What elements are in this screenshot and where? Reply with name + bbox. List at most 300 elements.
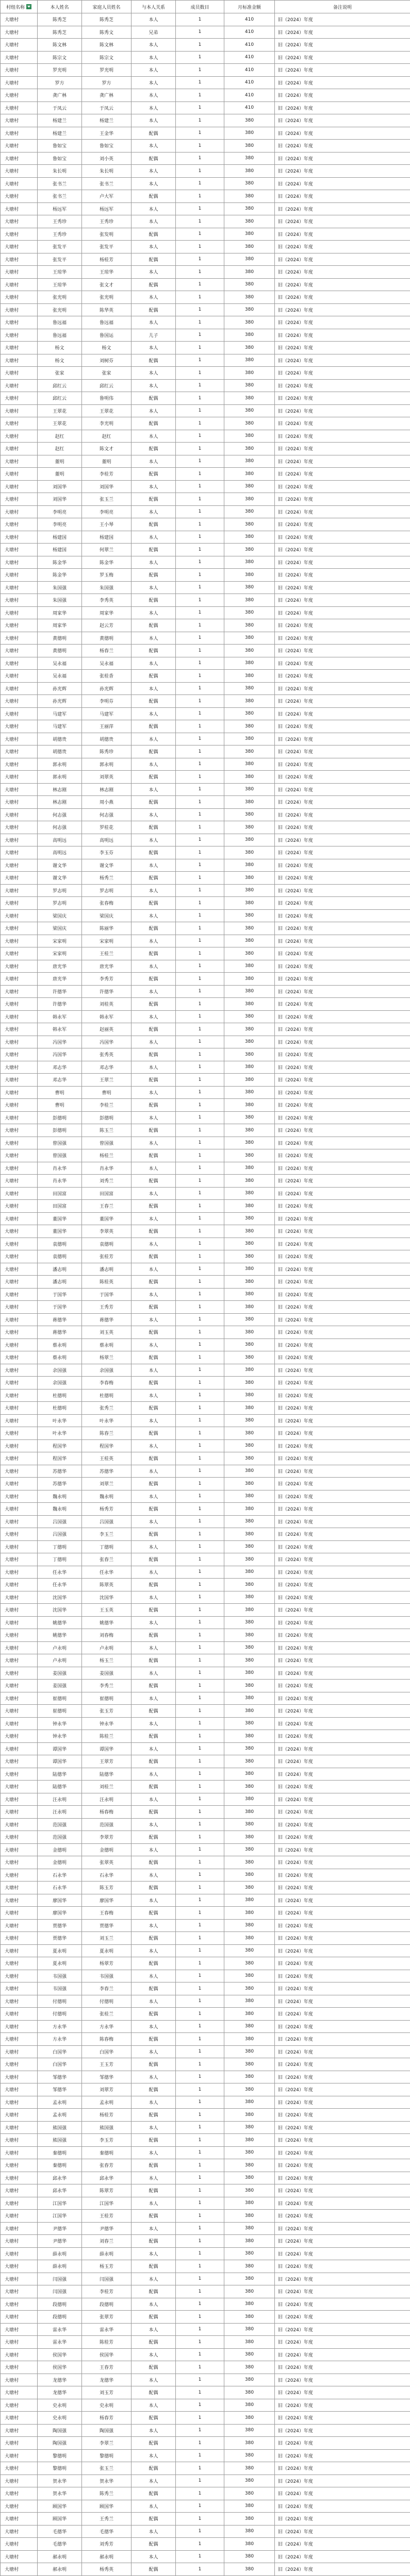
table-row bbox=[1, 379, 410, 392]
village-cell: 大塘村 bbox=[1, 114, 38, 127]
village-cell: 大塘村 bbox=[1, 480, 38, 493]
village-cell: 大塘村 bbox=[1, 531, 38, 544]
member-cell: 孙光辉 bbox=[82, 682, 132, 695]
member-cell: 杜德明 bbox=[82, 1389, 132, 1402]
month-cell: 380 bbox=[224, 1604, 275, 1617]
relation-cell: 兄弟 bbox=[132, 26, 176, 39]
month-cell: 410 bbox=[224, 51, 275, 64]
relation-cell: 配偶 bbox=[132, 1023, 176, 1036]
relation-cell: 本人 bbox=[132, 1894, 176, 1907]
month-cell: 380 bbox=[224, 1414, 275, 1427]
village-cell: 大塘村 bbox=[1, 278, 38, 291]
remark-cell: 旧（2024）年度 bbox=[275, 2348, 410, 2361]
relation-cell: 配偶 bbox=[132, 1957, 176, 1970]
table-row bbox=[1, 1957, 410, 1970]
table-row bbox=[1, 531, 410, 544]
table-row bbox=[1, 1781, 410, 1793]
member-cell: 魏永明 bbox=[82, 1490, 132, 1503]
village-cell: 大塘村 bbox=[1, 657, 38, 670]
remark-cell: 旧（2024）年度 bbox=[275, 1099, 410, 1112]
remark-cell: 旧（2024）年度 bbox=[275, 127, 410, 140]
relation-cell: 配偶 bbox=[132, 518, 176, 531]
member-cell: 唐光华 bbox=[82, 960, 132, 973]
remark-cell: 旧（2024）年度 bbox=[275, 544, 410, 556]
count-cell: 1 bbox=[176, 291, 224, 304]
village-cell: 大塘村 bbox=[1, 2033, 38, 2046]
member-cell: 杨秀英 bbox=[82, 2563, 132, 2576]
relation-cell: 本人 bbox=[132, 859, 176, 872]
remark-cell: 旧（2024）年度 bbox=[275, 1478, 410, 1490]
table-body bbox=[1, 13, 410, 2576]
month-cell: 380 bbox=[224, 745, 275, 758]
village-cell: 大塘村 bbox=[1, 695, 38, 708]
month-cell: 380 bbox=[224, 152, 275, 165]
month-cell: 380 bbox=[224, 808, 275, 821]
member-cell: 梁国庆 bbox=[82, 909, 132, 922]
relation-cell: 本人 bbox=[132, 1515, 176, 1528]
count-cell: 1 bbox=[176, 707, 224, 720]
remark-cell: 旧（2024）年度 bbox=[275, 720, 410, 733]
month-cell: 380 bbox=[224, 2298, 275, 2311]
table-row bbox=[1, 1452, 410, 1465]
member-cell: 于凤云 bbox=[82, 101, 132, 114]
owner-cell: 王秀珍 bbox=[38, 228, 82, 241]
table-row bbox=[1, 1389, 410, 1402]
relation-cell: 本人 bbox=[132, 531, 176, 544]
month-cell: 380 bbox=[224, 342, 275, 354]
month-cell: 380 bbox=[224, 998, 275, 1011]
month-cell: 380 bbox=[224, 1023, 275, 1036]
month-cell: 380 bbox=[224, 1149, 275, 1162]
village-cell: 大塘村 bbox=[1, 1641, 38, 1654]
month-cell: 380 bbox=[224, 2134, 275, 2147]
relation-cell: 配偶 bbox=[132, 1982, 176, 1995]
member-cell: 胡德贵 bbox=[82, 733, 132, 745]
count-cell: 1 bbox=[176, 1414, 224, 1427]
owner-cell: 尹德华 bbox=[38, 2235, 82, 2248]
member-cell: 黄德明 bbox=[82, 632, 132, 645]
table-row bbox=[1, 1187, 410, 1200]
count-cell: 1 bbox=[176, 354, 224, 367]
member-cell: 沈国华 bbox=[82, 1591, 132, 1604]
relation-cell: 配偶 bbox=[132, 973, 176, 986]
remark-cell: 旧（2024）年度 bbox=[275, 26, 410, 39]
table-row bbox=[1, 329, 410, 342]
remark-cell: 旧（2024）年度 bbox=[275, 1427, 410, 1440]
month-cell: 380 bbox=[224, 443, 275, 455]
remark-cell: 旧（2024）年度 bbox=[275, 1869, 410, 1882]
table-row bbox=[1, 1856, 410, 1869]
count-cell: 1 bbox=[176, 834, 224, 846]
owner-cell: 高明远 bbox=[38, 834, 82, 846]
month-cell: 380 bbox=[224, 2020, 275, 2033]
owner-cell: 雷永华 bbox=[38, 2323, 82, 2336]
count-cell: 1 bbox=[176, 1982, 224, 1995]
remark-cell: 旧（2024）年度 bbox=[275, 2222, 410, 2235]
count-cell: 1 bbox=[176, 1478, 224, 1490]
month-cell: 380 bbox=[224, 1553, 275, 1566]
owner-cell: 许德华 bbox=[38, 985, 82, 998]
remark-cell: 旧（2024）年度 bbox=[275, 2311, 410, 2324]
owner-cell: 林志刚 bbox=[38, 783, 82, 796]
village-cell: 大塘村 bbox=[1, 379, 38, 392]
count-cell: 1 bbox=[176, 1742, 224, 1755]
count-cell: 1 bbox=[176, 26, 224, 39]
member-cell: 陈宗文 bbox=[82, 51, 132, 64]
relation-cell: 本人 bbox=[132, 2525, 176, 2538]
owner-cell: 叶永华 bbox=[38, 1414, 82, 1427]
village-cell: 大塘村 bbox=[1, 1503, 38, 1516]
village-cell: 大塘村 bbox=[1, 2348, 38, 2361]
owner-cell: 段德明 bbox=[38, 2298, 82, 2311]
table-row bbox=[1, 581, 410, 594]
remark-cell: 旧（2024）年度 bbox=[275, 1023, 410, 1036]
village-cell: 大塘村 bbox=[1, 1313, 38, 1326]
table-row bbox=[1, 1503, 410, 1516]
owner-cell: 刘国华 bbox=[38, 480, 82, 493]
count-cell: 1 bbox=[176, 1263, 224, 1276]
remark-cell: 旧（2024）年度 bbox=[275, 1503, 410, 1516]
village-cell: 大塘村 bbox=[1, 190, 38, 203]
village-cell: 大塘村 bbox=[1, 1995, 38, 2008]
table-row bbox=[1, 733, 410, 745]
table-row bbox=[1, 1768, 410, 1781]
owner-cell: 熊国强 bbox=[38, 2134, 82, 2147]
table-row bbox=[1, 1515, 410, 1528]
table-row bbox=[1, 2374, 410, 2386]
count-cell: 1 bbox=[176, 2449, 224, 2462]
owner-cell: 史永明 bbox=[38, 2412, 82, 2425]
village-cell: 大塘村 bbox=[1, 581, 38, 594]
remark-cell: 旧（2024）年度 bbox=[275, 619, 410, 632]
count-cell: 1 bbox=[176, 2071, 224, 2083]
village-cell: 大塘村 bbox=[1, 2159, 38, 2172]
member-cell: 张家 bbox=[82, 367, 132, 380]
owner-cell: 曾国强 bbox=[38, 1137, 82, 1149]
relation-cell: 配偶 bbox=[132, 2361, 176, 2374]
relation-cell: 本人 bbox=[132, 1187, 176, 1200]
table-row bbox=[1, 1806, 410, 1819]
member-cell: 邱红云 bbox=[82, 379, 132, 392]
count-cell: 1 bbox=[176, 1250, 224, 1263]
village-cell: 大塘村 bbox=[1, 1326, 38, 1339]
remark-cell: 旧（2024）年度 bbox=[275, 2412, 410, 2425]
remark-cell: 旧（2024）年度 bbox=[275, 1036, 410, 1048]
month-cell: 380 bbox=[224, 682, 275, 695]
member-cell: 刘翠芳 bbox=[82, 2083, 132, 2096]
month-cell: 380 bbox=[224, 1528, 275, 1541]
remark-cell: 旧（2024）年度 bbox=[275, 1326, 410, 1339]
village-cell: 大塘村 bbox=[1, 2550, 38, 2563]
member-cell: 王桂芳 bbox=[82, 2210, 132, 2223]
remark-cell: 旧（2024）年度 bbox=[275, 2437, 410, 2450]
table-row bbox=[1, 1553, 410, 1566]
table-row bbox=[1, 1023, 410, 1036]
table-row bbox=[1, 2210, 410, 2223]
remark-cell: 旧（2024）年度 bbox=[275, 1970, 410, 1982]
month-cell: 410 bbox=[224, 64, 275, 77]
remark-cell: 旧（2024）年度 bbox=[275, 1439, 410, 1452]
count-cell: 1 bbox=[176, 1818, 224, 1831]
month-cell: 380 bbox=[224, 253, 275, 266]
month-cell: 380 bbox=[224, 2146, 275, 2159]
member-cell: 李玉芳 bbox=[82, 2134, 132, 2147]
member-cell: 刘桂兰 bbox=[82, 1781, 132, 1793]
owner-cell: 鲁远福 bbox=[38, 316, 82, 329]
relation-cell: 配偶 bbox=[132, 1680, 176, 1692]
owner-cell: 苏德华 bbox=[38, 1465, 82, 1478]
relation-cell: 配偶 bbox=[132, 1755, 176, 1768]
count-cell: 1 bbox=[176, 1351, 224, 1364]
month-cell: 380 bbox=[224, 2538, 275, 2551]
owner-cell: 石永华 bbox=[38, 1882, 82, 1894]
table-row bbox=[1, 707, 410, 720]
count-cell: 1 bbox=[176, 2020, 224, 2033]
village-cell: 大塘村 bbox=[1, 1768, 38, 1781]
count-cell: 1 bbox=[176, 1806, 224, 1819]
table-row bbox=[1, 657, 410, 670]
count-cell: 1 bbox=[176, 821, 224, 834]
relation-cell: 配偶 bbox=[132, 228, 176, 241]
count-cell: 1 bbox=[176, 2412, 224, 2425]
owner-cell: 杨建兰 bbox=[38, 127, 82, 140]
month-cell: 380 bbox=[224, 2121, 275, 2134]
relation-cell: 本人 bbox=[132, 1995, 176, 2008]
month-cell: 380 bbox=[224, 1364, 275, 1377]
table-row bbox=[1, 2323, 410, 2336]
header-village[interactable] bbox=[1, 1, 38, 13]
relation-cell: 本人 bbox=[132, 2096, 176, 2109]
table-row bbox=[1, 2550, 410, 2563]
count-cell: 1 bbox=[176, 2033, 224, 2046]
remark-cell: 旧（2024）年度 bbox=[275, 834, 410, 846]
table-row bbox=[1, 202, 410, 215]
relation-cell: 本人 bbox=[132, 1490, 176, 1503]
count-cell: 1 bbox=[176, 215, 224, 228]
member-cell: 王桂英 bbox=[82, 1452, 132, 1465]
village-cell: 大塘村 bbox=[1, 51, 38, 64]
count-cell: 1 bbox=[176, 430, 224, 443]
count-cell: 1 bbox=[176, 493, 224, 506]
owner-cell: 董国华 bbox=[38, 1212, 82, 1225]
table-row bbox=[1, 140, 410, 152]
count-cell: 1 bbox=[176, 1200, 224, 1213]
month-cell: 380 bbox=[224, 2273, 275, 2285]
remark-cell: 旧（2024）年度 bbox=[275, 2449, 410, 2462]
owner-cell: 白国华 bbox=[38, 2058, 82, 2071]
relation-cell: 本人 bbox=[132, 51, 176, 64]
count-cell: 1 bbox=[176, 392, 224, 405]
table-row bbox=[1, 443, 410, 455]
count-cell: 1 bbox=[176, 468, 224, 481]
remark-cell: 旧（2024）年度 bbox=[275, 89, 410, 102]
count-cell: 1 bbox=[176, 1377, 224, 1389]
village-cell: 大塘村 bbox=[1, 1427, 38, 1440]
relation-cell: 本人 bbox=[132, 1465, 176, 1478]
remark-cell: 旧（2024）年度 bbox=[275, 2020, 410, 2033]
member-cell: 赵云芳 bbox=[82, 619, 132, 632]
table-row bbox=[1, 2563, 410, 2576]
count-cell: 1 bbox=[176, 1427, 224, 1440]
remark-cell: 旧（2024）年度 bbox=[275, 1263, 410, 1276]
village-cell: 大塘村 bbox=[1, 1162, 38, 1175]
count-cell: 1 bbox=[176, 1124, 224, 1137]
count-cell: 1 bbox=[176, 1616, 224, 1629]
member-cell: 龙德华 bbox=[82, 2374, 132, 2386]
month-cell: 380 bbox=[224, 1768, 275, 1781]
month-cell: 380 bbox=[224, 2247, 275, 2260]
owner-cell: 杜德明 bbox=[38, 1389, 82, 1402]
relation-cell: 本人 bbox=[132, 241, 176, 253]
month-cell: 380 bbox=[224, 1515, 275, 1528]
table-row bbox=[1, 241, 410, 253]
month-cell: 380 bbox=[224, 303, 275, 316]
relation-cell: 本人 bbox=[132, 1061, 176, 1074]
remark-cell: 旧（2024）年度 bbox=[275, 190, 410, 203]
remark-cell: 旧（2024）年度 bbox=[275, 2260, 410, 2273]
table-row bbox=[1, 367, 410, 380]
relation-cell: 配偶 bbox=[132, 695, 176, 708]
month-cell: 380 bbox=[224, 2172, 275, 2184]
village-cell: 大塘村 bbox=[1, 2184, 38, 2197]
owner-cell: 吴永福 bbox=[38, 670, 82, 683]
village-cell: 大塘村 bbox=[1, 1818, 38, 1831]
relation-cell: 本人 bbox=[132, 1692, 176, 1705]
owner-cell: 韦国强 bbox=[38, 1982, 82, 1995]
remark-cell: 旧（2024）年度 bbox=[275, 2083, 410, 2096]
month-cell: 380 bbox=[224, 606, 275, 619]
member-cell: 杨翠芳 bbox=[82, 1957, 132, 1970]
count-cell: 1 bbox=[176, 2399, 224, 2412]
table-row bbox=[1, 1894, 410, 1907]
member-cell: 罗光明 bbox=[82, 64, 132, 77]
member-cell: 陈玉芳 bbox=[82, 1882, 132, 1894]
count-cell: 1 bbox=[176, 1010, 224, 1023]
remark-cell: 旧（2024）年度 bbox=[275, 1768, 410, 1781]
remark-cell: 旧（2024）年度 bbox=[275, 2462, 410, 2475]
owner-cell: 朱长明 bbox=[38, 165, 82, 178]
owner-cell: 薛永明 bbox=[38, 2247, 82, 2260]
remark-cell: 旧（2024）年度 bbox=[275, 1995, 410, 2008]
table-row bbox=[1, 1667, 410, 1680]
remark-cell: 旧（2024）年度 bbox=[275, 51, 410, 64]
table-row bbox=[1, 2298, 410, 2311]
month-cell: 380 bbox=[224, 531, 275, 544]
month-cell: 380 bbox=[224, 619, 275, 632]
village-cell: 大塘村 bbox=[1, 922, 38, 935]
month-cell: 380 bbox=[224, 404, 275, 417]
owner-cell: 龚广林 bbox=[38, 89, 82, 102]
relation-cell: 配偶 bbox=[132, 1907, 176, 1920]
member-cell: 冯国华 bbox=[82, 1036, 132, 1048]
table-row bbox=[1, 1742, 410, 1755]
member-cell: 贾德华 bbox=[82, 1919, 132, 1932]
month-cell: 380 bbox=[224, 2197, 275, 2210]
owner-cell: 黎德明 bbox=[38, 2449, 82, 2462]
remark-cell: 旧（2024）年度 bbox=[275, 808, 410, 821]
month-cell: 380 bbox=[224, 909, 275, 922]
member-cell: 任永华 bbox=[82, 1566, 132, 1579]
table-row bbox=[1, 758, 410, 771]
month-cell: 380 bbox=[224, 278, 275, 291]
relation-cell: 本人 bbox=[132, 404, 176, 417]
village-cell: 大塘村 bbox=[1, 606, 38, 619]
relation-cell: 配偶 bbox=[132, 2134, 176, 2147]
member-cell: 陈金华 bbox=[82, 556, 132, 569]
month-cell: 380 bbox=[224, 1616, 275, 1629]
remark-cell: 旧（2024）年度 bbox=[275, 1781, 410, 1793]
month-cell: 410 bbox=[224, 89, 275, 102]
relation-cell: 配偶 bbox=[132, 303, 176, 316]
member-cell: 刘小英 bbox=[82, 152, 132, 165]
count-cell: 1 bbox=[176, 960, 224, 973]
relation-cell: 配偶 bbox=[132, 1099, 176, 1112]
table-row bbox=[1, 2336, 410, 2349]
owner-cell: 吕国强 bbox=[38, 1515, 82, 1528]
owner-cell: 陈秀芝 bbox=[38, 26, 82, 39]
member-cell: 杨秀芳 bbox=[82, 1503, 132, 1516]
filter-icon[interactable] bbox=[26, 4, 31, 9]
count-cell: 1 bbox=[176, 2298, 224, 2311]
remark-cell: 旧（2024）年度 bbox=[275, 1705, 410, 1718]
month-cell: 380 bbox=[224, 1212, 275, 1225]
remark-cell: 旧（2024）年度 bbox=[275, 215, 410, 228]
owner-cell: 陈宗文 bbox=[38, 51, 82, 64]
count-cell: 1 bbox=[176, 1907, 224, 1920]
remark-cell: 旧（2024）年度 bbox=[275, 1818, 410, 1831]
village-cell: 大塘村 bbox=[1, 1389, 38, 1402]
owner-cell: 彭德明 bbox=[38, 1124, 82, 1137]
month-cell: 380 bbox=[224, 1705, 275, 1718]
month-cell: 380 bbox=[224, 1187, 275, 1200]
village-cell: 大塘村 bbox=[1, 2311, 38, 2324]
month-cell: 380 bbox=[224, 1742, 275, 1755]
relation-cell: 配偶 bbox=[132, 354, 176, 367]
village-cell: 大塘村 bbox=[1, 1528, 38, 1541]
village-cell: 大塘村 bbox=[1, 1187, 38, 1200]
member-cell: 秦德明 bbox=[82, 2146, 132, 2159]
relation-cell: 配偶 bbox=[132, 1932, 176, 1945]
month-cell: 380 bbox=[224, 1010, 275, 1023]
owner-cell: 崔德明 bbox=[38, 1705, 82, 1718]
month-cell: 410 bbox=[224, 39, 275, 52]
count-cell: 1 bbox=[176, 569, 224, 582]
owner-cell: 彭德明 bbox=[38, 1111, 82, 1124]
remark-cell: 旧（2024）年度 bbox=[275, 165, 410, 178]
count-cell: 1 bbox=[176, 2374, 224, 2386]
owner-cell: 姜国强 bbox=[38, 1680, 82, 1692]
member-cell: 王桂兰 bbox=[82, 947, 132, 960]
relation-cell: 本人 bbox=[132, 291, 176, 304]
count-cell: 1 bbox=[176, 76, 224, 89]
count-cell: 1 bbox=[176, 2184, 224, 2197]
relation-cell: 配偶 bbox=[132, 1553, 176, 1566]
member-cell: 熊国强 bbox=[82, 2121, 132, 2134]
month-cell: 380 bbox=[224, 645, 275, 657]
month-cell: 380 bbox=[224, 1074, 275, 1087]
month-cell: 410 bbox=[224, 76, 275, 89]
member-cell: 杨桂芳 bbox=[82, 253, 132, 266]
member-cell: 段德明 bbox=[82, 2298, 132, 2311]
owner-cell: 薛永明 bbox=[38, 2260, 82, 2273]
count-cell: 1 bbox=[176, 1490, 224, 1503]
owner-cell: 崔德明 bbox=[38, 1692, 82, 1705]
owner-cell: 曹明 bbox=[38, 1086, 82, 1099]
remark-cell: 旧（2024）年度 bbox=[275, 1124, 410, 1137]
member-cell: 林志刚 bbox=[82, 783, 132, 796]
relation-cell: 本人 bbox=[132, 101, 176, 114]
remark-cell: 旧（2024）年度 bbox=[275, 645, 410, 657]
